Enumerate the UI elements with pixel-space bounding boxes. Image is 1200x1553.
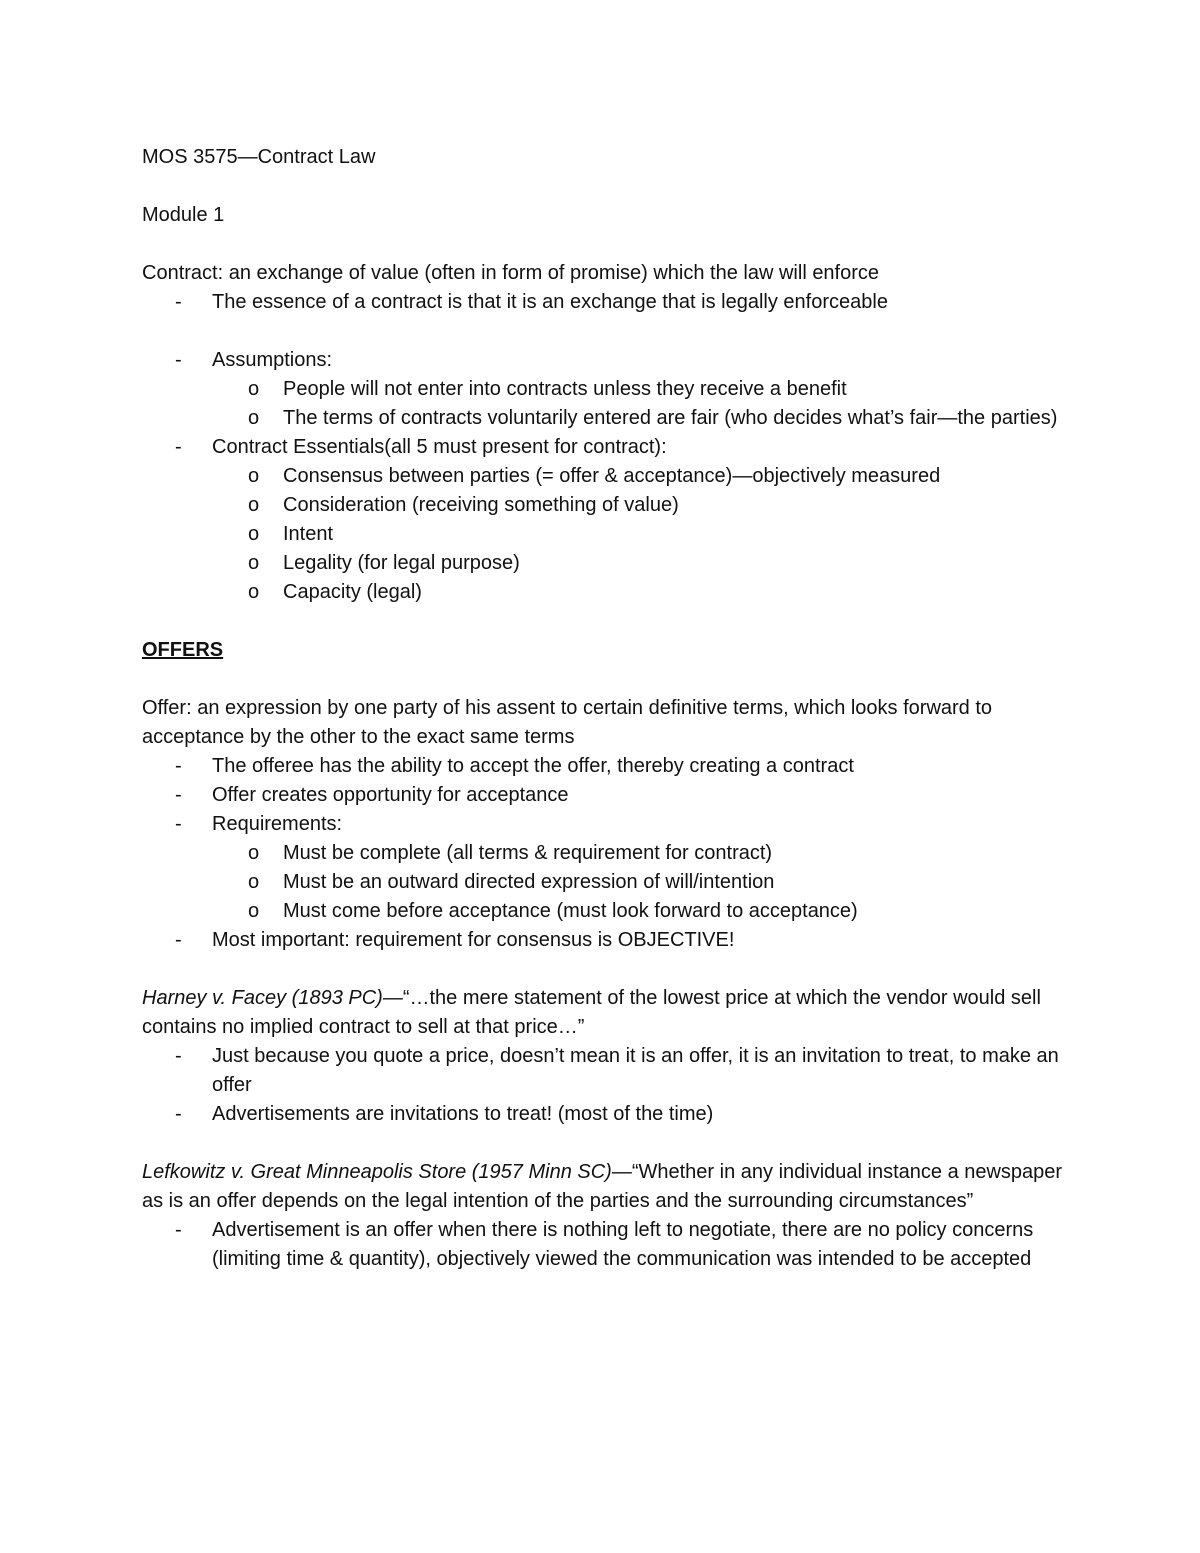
dash-marker: - xyxy=(175,784,182,806)
dash-marker: - xyxy=(175,436,182,458)
dash-marker: - xyxy=(175,1103,182,1125)
case-quote: “Whether in any individual instance a newspaper as is an offer depends on the legal intention of the parties and the surrounding circumstances” xyxy=(142,1161,1063,1212)
sub-list-item xyxy=(142,491,1072,520)
case-citation: Harney v. Facey (1893 PC)— xyxy=(142,987,403,1009)
spacer xyxy=(142,172,1072,201)
circle-marker: o xyxy=(248,871,260,893)
harney-case-paragraph xyxy=(142,984,1072,1042)
circle-marker: o xyxy=(248,900,260,922)
list-item-text: Legality (for legal purpose) xyxy=(283,552,520,574)
dash-marker: - xyxy=(175,1219,182,1241)
list-item-text: Advertisements are invitations to treat! (most of the time) xyxy=(212,1103,714,1125)
sub-list-item xyxy=(142,868,1072,897)
dash-marker: - xyxy=(175,291,182,313)
module-heading: Module 1 xyxy=(142,204,225,226)
list-item-text: Advertisement is an offer when there is nothing left to negotiate, there are no policy concerns (limiting time & quantity), objectively viewed the communication was intended to be accepted xyxy=(212,1219,1034,1270)
case-citation: Lefkowitz v. Great Minneapolis Store (1957 Minn SC)— xyxy=(142,1161,632,1183)
requirements-label: Requirements: xyxy=(212,813,343,835)
list-item-text: Must be an outward directed expression of will/intention xyxy=(283,871,775,893)
sub-list-item xyxy=(142,578,1072,607)
dash-marker: - xyxy=(175,755,182,777)
circle-marker: o xyxy=(248,465,260,487)
circle-marker: o xyxy=(248,581,260,603)
list-item-text: Just because you quote a price, doesn’t mean it is an offer, it is an invitation to treat, to make an offer xyxy=(212,1045,1059,1096)
list-item-text: The essence of a contract is that it is an exchange that is legally enforceable xyxy=(212,291,888,313)
sub-list-item xyxy=(142,404,1072,433)
circle-marker: o xyxy=(248,552,260,574)
list-item-text: Must come before acceptance (must look forward to acceptance) xyxy=(283,900,858,922)
list-item xyxy=(142,1100,1072,1129)
spacer xyxy=(142,665,1072,694)
list-item-text: Offer creates opportunity for acceptance xyxy=(212,784,569,806)
circle-marker: o xyxy=(248,378,260,400)
list-item-text: Consensus between parties (= offer & acceptance)—objectively measured xyxy=(283,465,941,487)
offer-definition: Offer: an expression by one party of his assent to certain definitive terms, which looks forward to acceptance by the other to the exact same terms xyxy=(142,697,993,748)
contract-definition: Contract: an exchange of value (often in form of promise) which the law will enforce xyxy=(142,262,880,284)
list-item-text: Intent xyxy=(283,523,334,545)
dash-marker: - xyxy=(175,929,182,951)
spacer xyxy=(142,1129,1072,1158)
sub-list-item xyxy=(142,520,1072,549)
list-item xyxy=(142,1216,1072,1274)
case-quote: “…the mere statement of the lowest price at which the vendor would sell contains no implied contract to sell at that price…” xyxy=(142,987,1041,1038)
list-item-text: Must be complete (all terms & requirement for contract) xyxy=(283,842,773,864)
spacer xyxy=(142,317,1072,346)
document-title: MOS 3575—Contract Law xyxy=(142,146,376,168)
list-item xyxy=(142,752,1072,781)
list-item xyxy=(142,288,1072,317)
spacer xyxy=(142,955,1072,984)
list-item xyxy=(142,346,1072,375)
sub-list-item xyxy=(142,375,1072,404)
circle-marker: o xyxy=(248,842,260,864)
list-item-text: Capacity (legal) xyxy=(283,581,422,603)
list-item xyxy=(142,1042,1072,1100)
dash-marker: - xyxy=(175,349,182,371)
document-body xyxy=(142,143,1072,1274)
lefkowitz-case-paragraph xyxy=(142,1158,1072,1216)
sub-list-item xyxy=(142,839,1072,868)
spacer xyxy=(142,607,1072,636)
dash-marker: - xyxy=(175,1045,182,1067)
essentials-label: Contract Essentials(all 5 must present for contract): xyxy=(212,436,667,458)
list-item xyxy=(142,781,1072,810)
list-item xyxy=(142,433,1072,462)
list-item-text: People will not enter into contracts unless they receive a benefit xyxy=(283,378,847,400)
assumptions-label: Assumptions: xyxy=(212,349,333,371)
circle-marker: o xyxy=(248,523,260,545)
list-item xyxy=(142,926,1072,955)
dash-marker: - xyxy=(175,813,182,835)
spacer xyxy=(142,230,1072,259)
sub-list-item xyxy=(142,897,1072,926)
offers-heading: OFFERS xyxy=(142,639,224,661)
circle-marker: o xyxy=(248,494,260,516)
list-item-text: Consideration (receiving something of value) xyxy=(283,494,679,516)
circle-marker: o xyxy=(248,407,260,429)
sub-list-item xyxy=(142,549,1072,578)
list-item-text: Most important: requirement for consensus is OBJECTIVE! xyxy=(212,929,735,951)
sub-list-item xyxy=(142,462,1072,491)
list-item-text: The offeree has the ability to accept the offer, thereby creating a contract xyxy=(212,755,854,777)
list-item-text: The terms of contracts voluntarily entered are fair (who decides what’s fair—the parties) xyxy=(283,407,1058,429)
list-item xyxy=(142,810,1072,839)
